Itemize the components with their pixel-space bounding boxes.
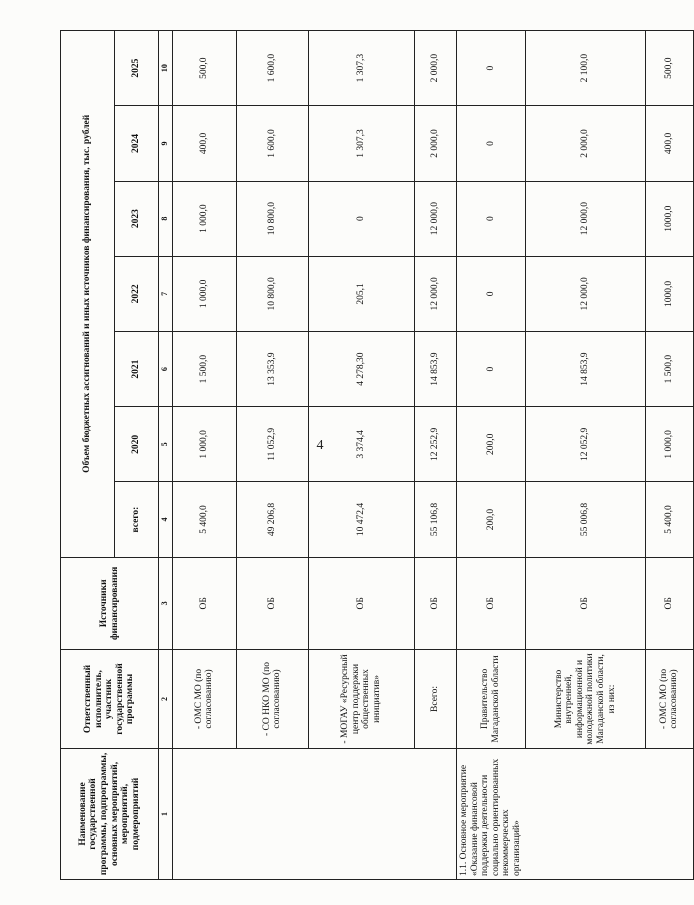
- value-cell: 12 000,0: [526, 181, 646, 256]
- col-number: 5: [159, 407, 173, 482]
- value-cell: 400,0: [645, 106, 693, 181]
- col-number: 3: [159, 557, 173, 649]
- value-cell: 10 800,0: [236, 256, 308, 331]
- header-total: всего:: [115, 482, 159, 557]
- value-cell: 12 000,0: [414, 181, 456, 256]
- value-cell: 1 000,0: [172, 256, 236, 331]
- col-number: 1: [159, 748, 173, 879]
- value-cell: 3 374,4: [308, 407, 414, 482]
- value-cell: 205,1: [308, 256, 414, 331]
- value-cell: 0: [308, 181, 414, 256]
- value-cell: 1000,0: [645, 181, 693, 256]
- value-cell: 2 000,0: [526, 106, 646, 181]
- col-number: 10: [159, 31, 173, 106]
- value-cell: 4 278,30: [308, 331, 414, 406]
- executor-cell: - МОГАУ «Ресурсный центр поддержки общественных инициатив»: [308, 650, 414, 749]
- value-cell: 5 400,0: [172, 482, 236, 557]
- header-executor: Ответственный исполнитель, участник государственной программы: [61, 650, 159, 749]
- header-year: 2023: [115, 181, 159, 256]
- col-number: 2: [159, 650, 173, 749]
- value-cell: 2 000,0: [414, 106, 456, 181]
- value-cell: 1 600,0: [236, 106, 308, 181]
- funding-table: [60, 30, 694, 880]
- value-cell: 12 000,0: [414, 256, 456, 331]
- value-cell: 500,0: [645, 31, 693, 106]
- value-cell: 0: [456, 106, 525, 181]
- value-cell: 0: [456, 256, 525, 331]
- source-cell: ОБ: [308, 557, 414, 649]
- value-cell: 200,0: [456, 407, 525, 482]
- value-cell: 10 472,4: [308, 482, 414, 557]
- executor-cell: - СО НКО МО (по согласованию): [236, 650, 308, 749]
- executor-cell: Всего:: [414, 650, 456, 749]
- value-cell: 1 307,3: [308, 106, 414, 181]
- executor-cell: Правительство Магаданской области: [456, 650, 525, 749]
- col-number: 7: [159, 256, 173, 331]
- header-year: 2024: [115, 106, 159, 181]
- value-cell: 200,0: [456, 482, 525, 557]
- value-cell: 2 000,0: [414, 31, 456, 106]
- value-cell: 1 500,0: [172, 331, 236, 406]
- header-year: 2020: [115, 407, 159, 482]
- table-row: [172, 31, 236, 880]
- rotated-table-container: [60, 30, 680, 880]
- value-cell: 12 052,9: [526, 407, 646, 482]
- value-cell: 14 853,9: [414, 331, 456, 406]
- value-cell: 49 206,8: [236, 482, 308, 557]
- value-cell: 1 500,0: [645, 331, 693, 406]
- header-year: 2021: [115, 331, 159, 406]
- table-row: [456, 31, 525, 880]
- value-cell: 10 800,0: [236, 181, 308, 256]
- value-cell: 12 252,9: [414, 407, 456, 482]
- empty-name-cell: [172, 748, 456, 879]
- executor-cell: - ОМС МО (по согласованию): [172, 650, 236, 749]
- column-number-row: [159, 31, 173, 880]
- col-number: 8: [159, 181, 173, 256]
- source-cell: ОБ: [414, 557, 456, 649]
- value-cell: 1 307,3: [308, 31, 414, 106]
- value-cell: 2 100,0: [526, 31, 646, 106]
- value-cell: 1 000,0: [172, 181, 236, 256]
- source-cell: ОБ: [172, 557, 236, 649]
- value-cell: 11 052,9: [236, 407, 308, 482]
- header-year: 2022: [115, 256, 159, 331]
- value-cell: 400,0: [172, 106, 236, 181]
- page-number: 4: [316, 438, 324, 453]
- col-number: 6: [159, 331, 173, 406]
- value-cell: 0: [456, 31, 525, 106]
- value-cell: 14 853,9: [526, 331, 646, 406]
- col-number: 9: [159, 106, 173, 181]
- source-cell: ОБ: [456, 557, 525, 649]
- value-cell: 5 400,0: [645, 482, 693, 557]
- header-funding: Объем бюджетных ассигнований и иных источников финансирования, тыс. рублей: [61, 31, 115, 558]
- source-cell: ОБ: [526, 557, 646, 649]
- header-name: Наименование государственной программы, подпрограммы, основных мероприятий, мероприятий, подмероприятий: [61, 748, 159, 879]
- value-cell: 1 600,0: [236, 31, 308, 106]
- executor-cell: Министерство внутренней, информационной и молодежной политики Магаданской области, из них:: [526, 650, 646, 749]
- value-cell: 13 353,9: [236, 331, 308, 406]
- source-cell: ОБ: [645, 557, 693, 649]
- source-cell: ОБ: [236, 557, 308, 649]
- value-cell: 1 000,0: [172, 407, 236, 482]
- value-cell: 0: [456, 181, 525, 256]
- executor-cell: - ОМС МО (по согласованию): [645, 650, 693, 749]
- value-cell: 500,0: [172, 31, 236, 106]
- value-cell: 0: [456, 331, 525, 406]
- main-event-cell: 1.1. Основное мероприятие «Оказание финансовой поддержки деятельности социально ориентированных некоммерческих организаций»: [456, 748, 693, 879]
- header-year: 2025: [115, 31, 159, 106]
- value-cell: 1000,0: [645, 256, 693, 331]
- value-cell: 55 006,8: [526, 482, 646, 557]
- value-cell: 12 000,0: [526, 256, 646, 331]
- value-cell: 1 000,0: [645, 407, 693, 482]
- header-source: Источники финансирования: [61, 557, 159, 649]
- value-cell: 55 106,8: [414, 482, 456, 557]
- col-number: 4: [159, 482, 173, 557]
